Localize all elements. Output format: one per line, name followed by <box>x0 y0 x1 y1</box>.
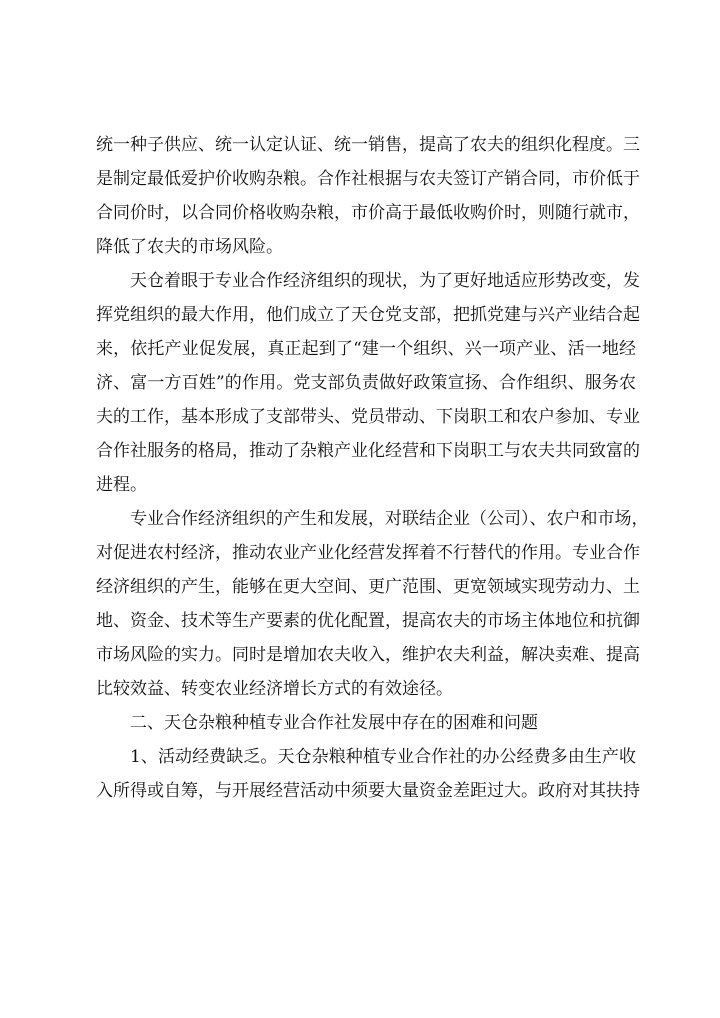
text-line: 合作社服务的格局，推动了杂粮产业化经营和下岗职工与农夫共同致富的 <box>96 441 640 461</box>
text-line: 经济组织的产生，能够在更大空间、更广范围、更宽领域实现劳动力、土 <box>96 577 640 597</box>
text-line: 夫的工作，基本形成了支部带头、党员带动、下岗职工和农户参加、专业 <box>96 407 640 427</box>
text-line: 天仓着眼于专业合作经济组织的现状，为了更好地适应形势改变，发 <box>130 271 640 291</box>
text-line: 入所得或自筹，与开展经营活动中须要大量资金差距过大。政府对其扶持 <box>96 781 640 801</box>
text-line: 市场风险的实力。同时是增加农夫收入，维护农夫利益，解决卖难、提高 <box>96 645 640 665</box>
paragraph-2 <box>96 264 640 502</box>
text-line: 是制定最低爱护价收购杂粮。合作社根据与农夫签订产销合同，市价低于 <box>96 169 640 189</box>
section-heading <box>96 706 636 740</box>
text-line: 挥党组织的最大作用，他们成立了天仓党支部，把抓党建与兴产业结合起 <box>96 305 640 325</box>
text-line: 降低了农夫的市场风险。 <box>96 237 283 257</box>
text-line: 合同价时，以合同价格收购杂粮，市价高于最低收购价时，则随行就市， <box>96 203 640 223</box>
paragraph-4 <box>96 740 640 808</box>
heading-text: 二、天仓杂粮种植专业合作社发展中存在的困难和问题 <box>130 713 538 733</box>
text-line: 统一种子供应、统一认定认证、统一销售，提高了农夫的组织化程度。三 <box>96 135 640 155</box>
text-line: 地、资金、技术等生产要素的优化配置，提高农夫的市场主体地位和抗御 <box>96 611 640 631</box>
text-line: 济、富一方百姓”的作用。党支部负责做好政策宣扬、合作组织、服务农 <box>96 373 636 393</box>
paragraph-3 <box>96 502 649 706</box>
text-line: 比较效益、转变农业经济增长方式的有效途径。 <box>96 679 453 699</box>
document-body <box>96 128 649 808</box>
text-line: 来，依托产业促发展，真正起到了“建一个组织、兴一项产业、活一地经 <box>96 339 636 359</box>
text-line: 专业合作经济组织的产生和发展，对联结企业（公司）、农户和市场， <box>130 509 649 529</box>
text-line: 进程。 <box>96 475 147 495</box>
text-line: 对促进农村经济，推动农业产业化经营发挥着不行替代的作用。专业合作 <box>96 543 640 563</box>
text-line: 1、活动经费缺乏。天仓杂粮种植专业合作社的办公经费多由生产收 <box>130 747 636 767</box>
paragraph-1 <box>96 128 640 264</box>
